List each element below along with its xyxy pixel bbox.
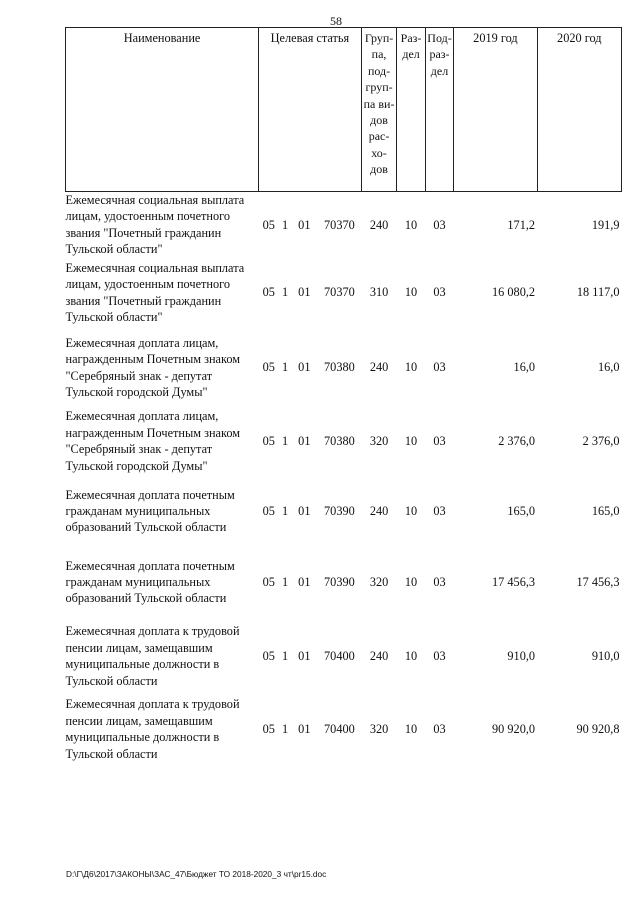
subsection-code: 03	[433, 648, 446, 663]
header-year-2020: 2020 год	[537, 28, 621, 192]
target-article-program: 05	[262, 648, 275, 663]
subsection-code: 03	[433, 360, 446, 375]
section-code: 10	[404, 648, 418, 663]
amount-2020: 910,0	[591, 648, 620, 663]
row-name: Ежемесячная доплата почетным гражданам муниципальных образований Тульской области	[65, 558, 235, 606]
target-article-program: 05	[262, 574, 275, 589]
table-row	[66, 192, 622, 258]
section-code: 10	[404, 285, 418, 300]
expense-type-group: 320	[369, 433, 389, 448]
target-article-direction: 70380	[324, 360, 355, 375]
table-row	[66, 479, 622, 544]
amount-2020: 165,0	[591, 503, 620, 518]
amount-2020: 191,9	[591, 217, 620, 232]
table-row	[66, 258, 622, 328]
table-row	[66, 621, 622, 692]
target-article-subprogram: 1	[281, 721, 289, 736]
expense-type-group: 240	[369, 648, 389, 663]
amount-2019: 90 920,0	[492, 721, 536, 736]
amount-2020: 17 456,3	[576, 574, 620, 589]
target-article-main-event: 01	[298, 574, 311, 589]
expense-type-group: 240	[369, 217, 389, 232]
target-article-direction: 70370	[324, 285, 355, 300]
amount-2020: 18 117,0	[576, 285, 620, 300]
table-row	[66, 328, 622, 404]
amount-2019: 16 080,2	[492, 285, 536, 300]
amount-2019: 16,0	[513, 360, 536, 375]
amount-2019: 910,0	[507, 648, 536, 663]
target-article-subprogram: 1	[281, 648, 289, 663]
amount-2019: 171,2	[507, 217, 536, 232]
amount-2020: 2 376,0	[582, 433, 620, 448]
target-article-direction: 70400	[324, 648, 355, 663]
target-article-main-event: 01	[298, 648, 311, 663]
target-article-direction: 70370	[324, 217, 355, 232]
target-article-subprogram: 1	[281, 433, 289, 448]
subsection-code: 03	[433, 503, 446, 518]
expense-type-group: 240	[369, 360, 389, 375]
budget-table	[65, 27, 622, 767]
header-name: Наименование	[66, 28, 259, 192]
amount-2019: 17 456,3	[492, 574, 536, 589]
target-article-direction: 70390	[324, 503, 355, 518]
subsection-code: 03	[433, 285, 446, 300]
target-article-direction: 70400	[324, 721, 355, 736]
section-code: 10	[404, 721, 418, 736]
table-row	[66, 404, 622, 479]
target-article-main-event: 01	[298, 285, 311, 300]
subsection-code: 03	[433, 721, 446, 736]
expense-type-group: 240	[369, 503, 389, 518]
table-row	[66, 692, 622, 767]
target-article-subprogram: 1	[281, 217, 289, 232]
amount-2019: 165,0	[507, 503, 536, 518]
page-number: 58	[330, 14, 342, 28]
target-article-program: 05	[262, 721, 275, 736]
target-article-main-event: 01	[298, 433, 311, 448]
target-article-main-event: 01	[298, 360, 311, 375]
expense-type-group: 320	[369, 721, 389, 736]
header-year-2019: 2019 год	[454, 28, 537, 192]
target-article-program: 05	[262, 217, 275, 232]
table-header-row	[66, 28, 622, 192]
target-article-program: 05	[262, 285, 275, 300]
amount-2019: 2 376,0	[498, 433, 536, 448]
table-row	[66, 544, 622, 621]
section-code: 10	[404, 574, 418, 589]
section-code: 10	[404, 217, 418, 232]
subsection-code: 03	[433, 574, 446, 589]
row-name: Ежемесячная доплата лицам, награжденным Почетным знаком "Серебряный знак - депутат Тульской городской Думы"	[65, 409, 241, 473]
header-subsection: Под- раз- дел	[425, 28, 453, 192]
header-target-article: Целевая статья	[259, 28, 362, 192]
section-code: 10	[404, 433, 418, 448]
expense-type-group: 310	[369, 285, 389, 300]
header-group: Груп- па, под- груп- па ви- дов рас- хо- дов	[361, 28, 397, 192]
target-article-subprogram: 1	[281, 574, 289, 589]
target-article-main-event: 01	[298, 721, 311, 736]
target-article-subprogram: 1	[281, 285, 289, 300]
row-name: Ежемесячная доплата к трудовой пенсии лицам, замещавшим муниципальные должности в Тульской области	[65, 697, 240, 761]
row-name: Ежемесячная доплата почетным гражданам муниципальных образований Тульской области	[65, 487, 235, 535]
target-article-subprogram: 1	[281, 360, 289, 375]
target-article-main-event: 01	[298, 503, 311, 518]
section-code: 10	[404, 360, 418, 375]
target-article-program: 05	[262, 360, 275, 375]
target-article-program: 05	[262, 503, 275, 518]
file-path-footer: D:\Г\Д6\2017\ЗАКОНЫ\ЗАС_47\Бюджет ТО 2018-2020_3 чт\pr15.doc	[66, 869, 327, 879]
target-article-subprogram: 1	[281, 503, 289, 518]
subsection-code: 03	[433, 433, 446, 448]
table-body	[66, 192, 622, 767]
row-name: Ежемесячная социальная выплата лицам, удостоенным почетного звания "Почетный гражданин Тульской области"	[65, 193, 245, 257]
row-name: Ежемесячная доплата к трудовой пенсии лицам, замещавшим муниципальные должности в Тульской области	[65, 624, 240, 688]
row-name: Ежемесячная доплата лицам, награжденным Почетным знаком "Серебряный знак - депутат Тульской городской Думы"	[65, 335, 241, 400]
expense-type-group: 320	[369, 574, 389, 589]
amount-2020: 90 920,8	[576, 721, 620, 736]
header-section: Раз- дел	[397, 28, 425, 192]
subsection-code: 03	[433, 217, 446, 232]
amount-2020: 16,0	[597, 360, 620, 375]
target-article-direction: 70390	[324, 574, 355, 589]
section-code: 10	[404, 503, 418, 518]
budget-table-container	[65, 27, 622, 767]
target-article-main-event: 01	[298, 217, 311, 232]
target-article-direction: 70380	[324, 433, 355, 448]
row-name: Ежемесячная социальная выплата лицам, удостоенным почетного звания "Почетный гражданин Тульской области"	[65, 260, 245, 325]
target-article-program: 05	[262, 433, 275, 448]
